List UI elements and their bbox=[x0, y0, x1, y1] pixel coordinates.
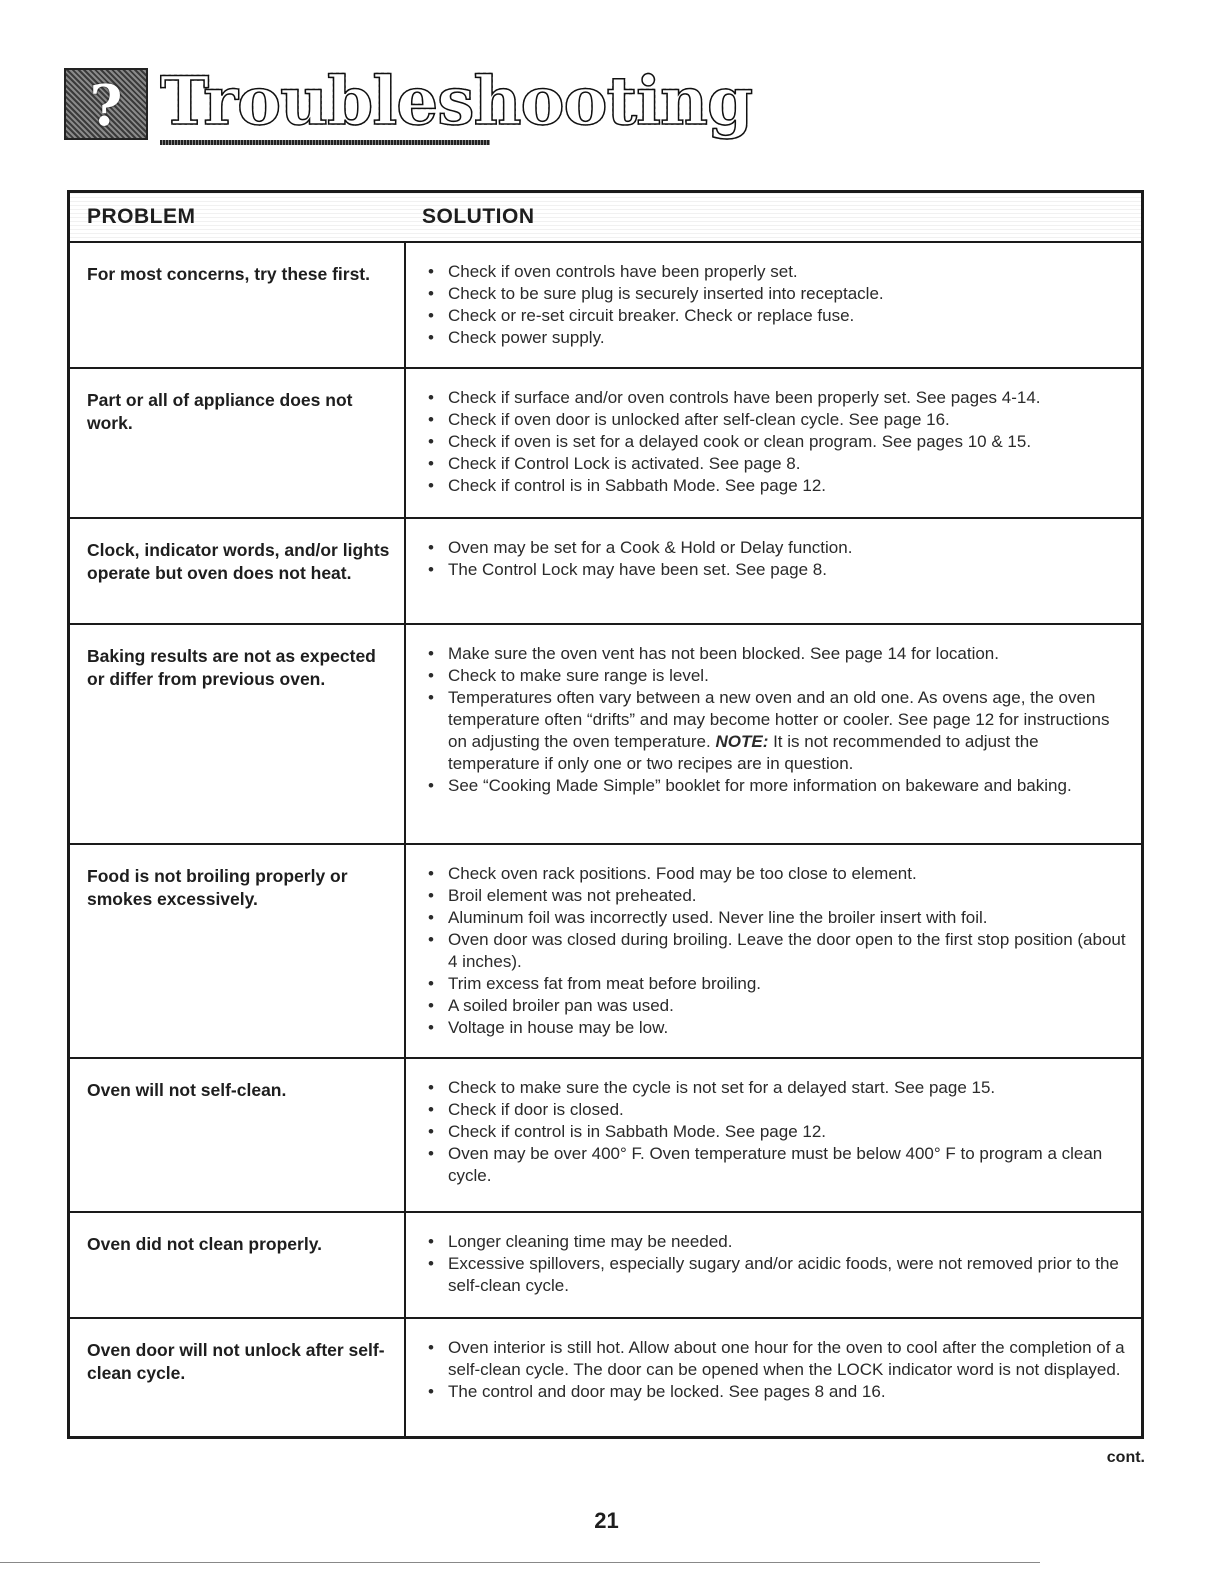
table-row bbox=[70, 1059, 1141, 1213]
solution-item: • Check if oven is set for a delayed cook or clean program. See pages 10 & 15. bbox=[422, 431, 1133, 453]
solution-list bbox=[422, 1337, 1133, 1403]
solution-item: • Check if control is in Sabbath Mode. See page 12. bbox=[422, 1121, 1133, 1143]
problem-cell: For most concerns, try these first. bbox=[87, 264, 370, 284]
solution-item: • Trim excess fat from meat before broiling. bbox=[422, 973, 1133, 995]
solution-list bbox=[422, 1077, 1133, 1187]
solution-item: • Excessive spillovers, especially sugary and/or acidic foods, were not removed prior to the self-clean cycle. bbox=[422, 1253, 1133, 1297]
troubleshooting-table bbox=[67, 190, 1144, 1439]
note-label: NOTE: bbox=[715, 732, 769, 751]
problem-column-header: PROBLEM bbox=[87, 205, 196, 228]
title-underline bbox=[160, 140, 490, 145]
table-row bbox=[70, 243, 1141, 369]
solution-item: • Longer cleaning time may be needed. bbox=[422, 1231, 1133, 1253]
solution-item: • Check if surface and/or oven controls have been properly set. See pages 4-14. bbox=[422, 387, 1133, 409]
solution-text: Temperatures often vary between a new oven and an old one. As ovens age, the oven temperature often “drifts” and may become hotter or cooler. See page 12 for instructions on adjusting the oven temperature. bbox=[448, 688, 1110, 751]
problem-cell: Baking results are not as expected or differ from previous oven. bbox=[87, 646, 376, 689]
bottom-divider bbox=[0, 1562, 1040, 1563]
table-row bbox=[70, 845, 1141, 1059]
problem-cell: Food is not broiling properly or smokes excessively. bbox=[87, 866, 348, 909]
solution-list bbox=[422, 537, 1133, 581]
solution-item: • Broil element was not preheated. bbox=[422, 885, 1133, 907]
problem-cell: Clock, indicator words, and/or lights operate but oven does not heat. bbox=[87, 540, 390, 583]
page-title: Troubleshooting bbox=[160, 62, 753, 140]
solution-item: • Check if control is in Sabbath Mode. See page 12. bbox=[422, 475, 1133, 497]
problem-cell: Oven did not clean properly. bbox=[87, 1234, 322, 1254]
solution-item bbox=[422, 687, 1133, 775]
table-row bbox=[70, 1319, 1141, 1436]
solution-item: • Voltage in house may be low. bbox=[422, 1017, 1133, 1039]
solution-item: • Check to make sure range is level. bbox=[422, 665, 1133, 687]
problem-cell: Oven door will not unlock after self-clean cycle. bbox=[87, 1340, 385, 1383]
continued-label: cont. bbox=[1106, 1449, 1145, 1466]
problem-cell: Part or all of appliance does not work. bbox=[87, 390, 353, 433]
solution-item: • Check oven rack positions. Food may be too close to element. bbox=[422, 863, 1133, 885]
question-mark-icon: ? bbox=[64, 68, 148, 140]
solution-item: • Aluminum foil was incorrectly used. Never line the broiler insert with foil. bbox=[422, 907, 1133, 929]
solution-column-header: SOLUTION bbox=[422, 205, 535, 228]
solution-item: • Oven door was closed during broiling. Leave the door open to the first stop position (about 4 inches). bbox=[422, 929, 1133, 973]
solution-item: • Check if door is closed. bbox=[422, 1099, 1133, 1121]
solution-item: • Check if Control Lock is activated. See page 8. bbox=[422, 453, 1133, 475]
solution-item: • Oven may be set for a Cook & Hold or Delay function. bbox=[422, 537, 1133, 559]
problem-cell: Oven will not self-clean. bbox=[87, 1080, 287, 1100]
solution-item: • Oven interior is still hot. Allow about one hour for the oven to cool after the completion of a self-clean cycle. The door can be opened when the LOCK indicator word is not displayed. bbox=[422, 1337, 1133, 1381]
solution-item: • The Control Lock may have been set. See page 8. bbox=[422, 559, 1133, 581]
solution-list bbox=[422, 863, 1133, 1039]
table-header-row bbox=[70, 193, 1141, 243]
solution-list bbox=[422, 1231, 1133, 1297]
solution-item: • Check power supply. bbox=[422, 327, 1133, 349]
solution-item: • Check to make sure the cycle is not set for a delayed start. See page 15. bbox=[422, 1077, 1133, 1099]
table-row bbox=[70, 1213, 1141, 1319]
solution-item: • Check if oven controls have been properly set. bbox=[422, 261, 1133, 283]
table-row bbox=[70, 625, 1141, 845]
solution-list bbox=[422, 643, 1133, 797]
solution-item: • Check to be sure plug is securely inserted into receptacle. bbox=[422, 283, 1133, 305]
solution-item: • Oven may be over 400° F. Oven temperature must be below 400° F to program a clean cycle. bbox=[422, 1143, 1133, 1187]
solution-item: • Make sure the oven vent has not been blocked. See page 14 for location. bbox=[422, 643, 1133, 665]
table-row bbox=[70, 369, 1141, 519]
note-text: It is not recommended to adjust the temperature if only one or two recipes are in question. bbox=[448, 732, 1039, 773]
solution-list bbox=[422, 387, 1133, 497]
solution-item: • Check if oven door is unlocked after self-clean cycle. See page 16. bbox=[422, 409, 1133, 431]
solution-list bbox=[422, 261, 1133, 349]
table-row bbox=[70, 519, 1141, 625]
solution-item: • A soiled broiler pan was used. bbox=[422, 995, 1133, 1017]
solution-item: • The control and door may be locked. See pages 8 and 16. bbox=[422, 1381, 1133, 1403]
page-number: 21 bbox=[594, 1508, 619, 1533]
solution-item: • Check or re-set circuit breaker. Check or replace fuse. bbox=[422, 305, 1133, 327]
solution-item: • See “Cooking Made Simple” booklet for more information on bakeware and baking. bbox=[422, 775, 1133, 797]
